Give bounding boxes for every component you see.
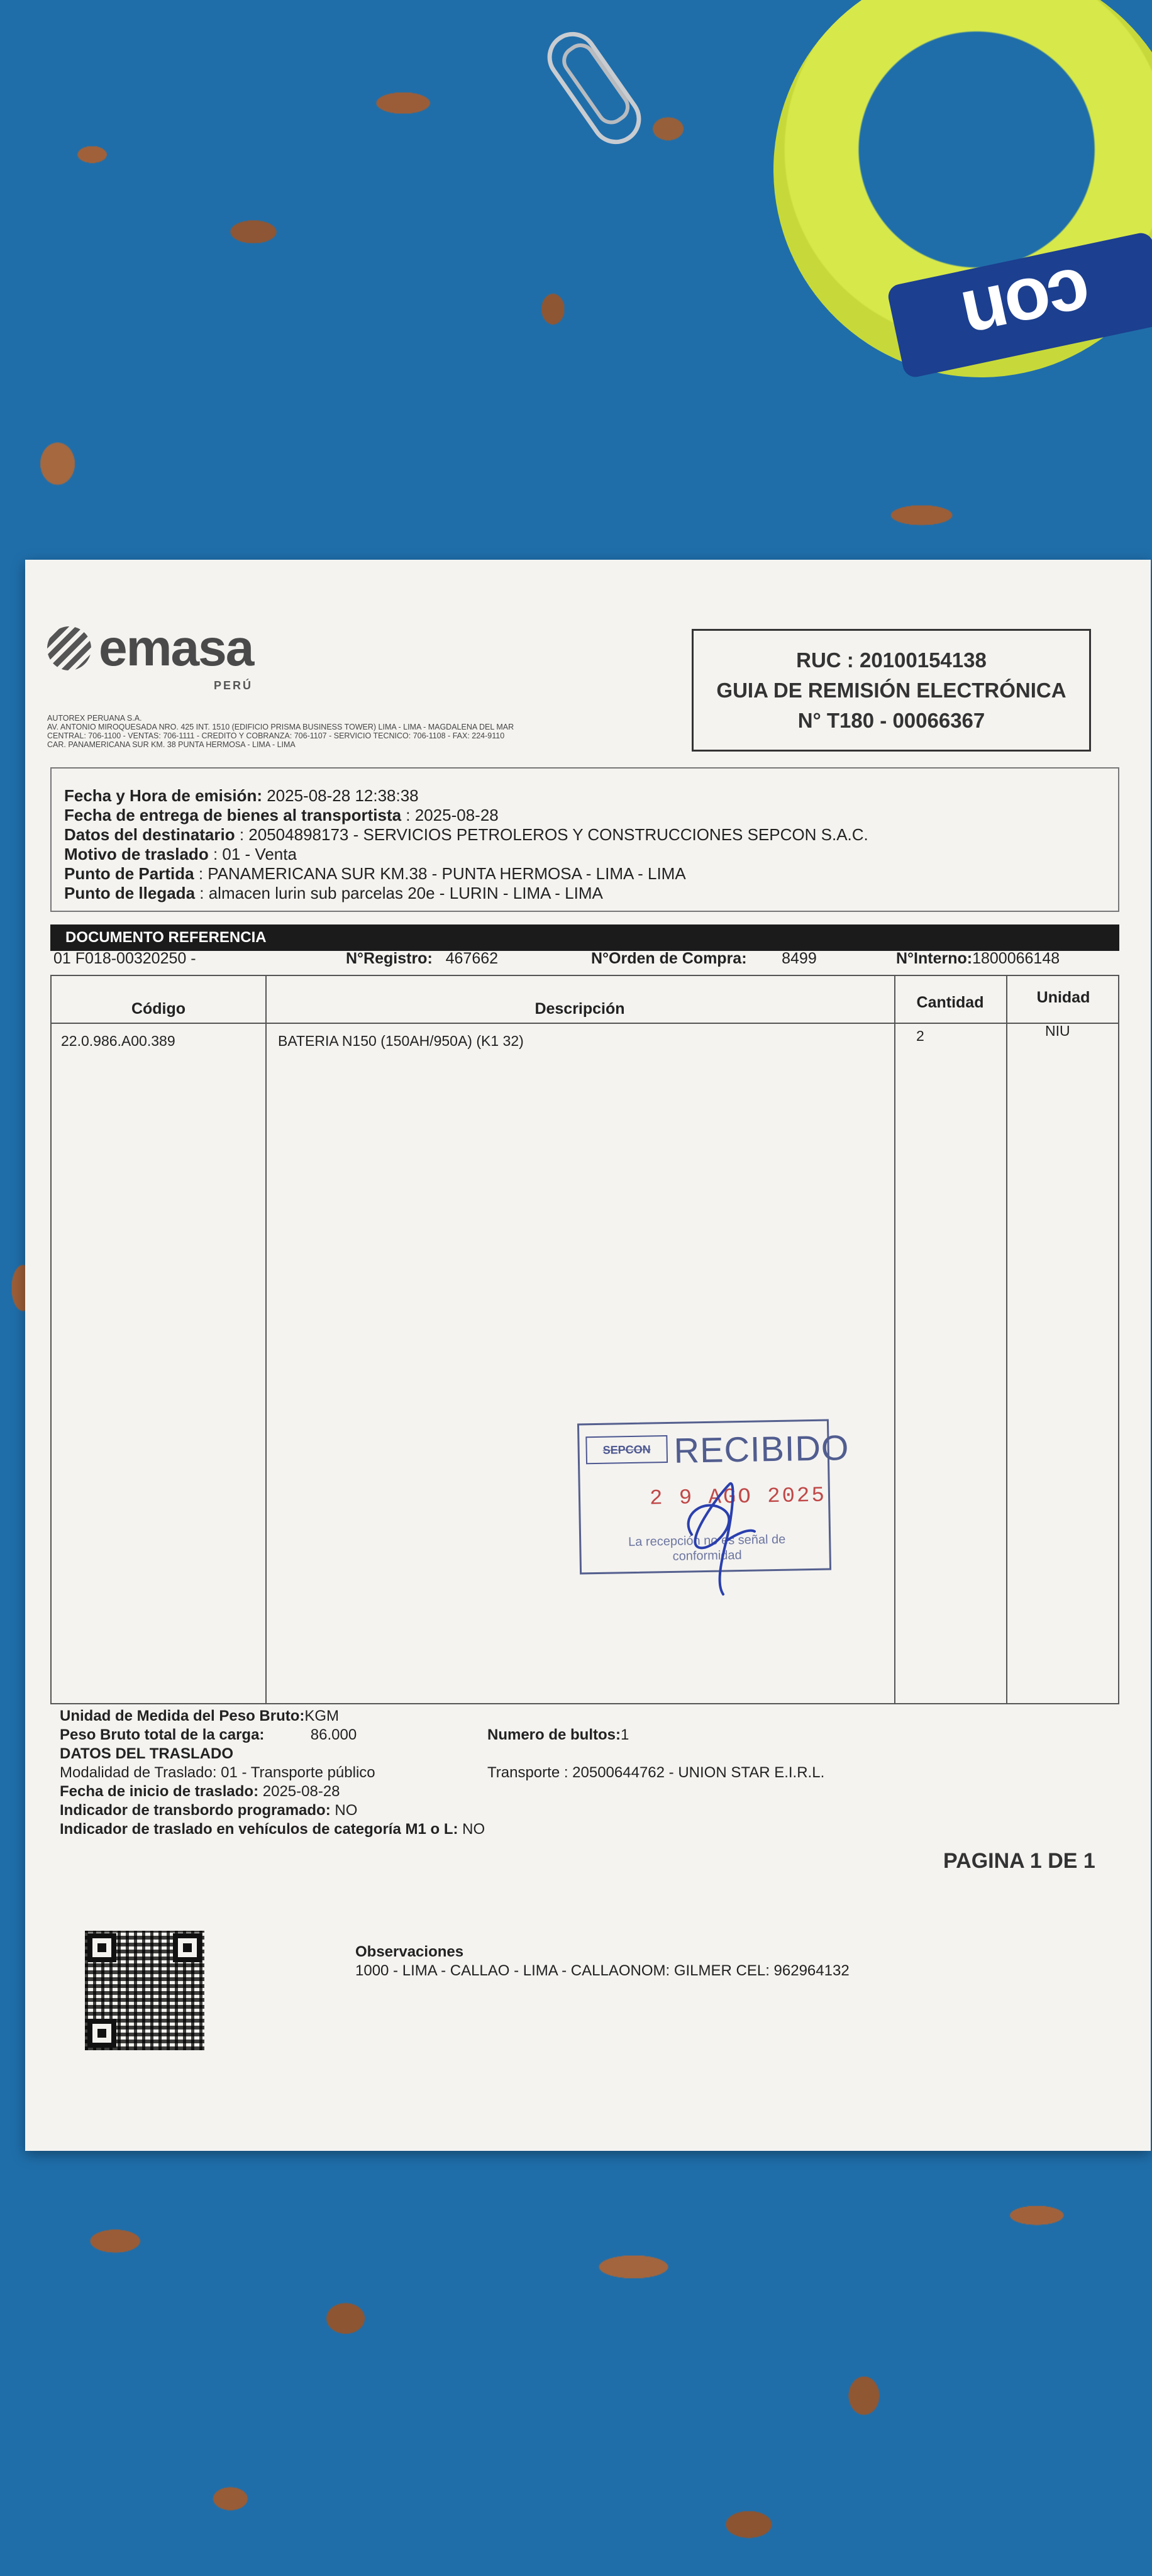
header-descripcion: Descripción — [534, 1000, 625, 1018]
emision-row — [64, 786, 1105, 806]
modalidad-traslado: Modalidad de Traslado: 01 - Transporte público — [60, 1764, 375, 1781]
ruc-number: RUC : 20100154138 — [796, 648, 987, 672]
unidad-peso-label: Unidad de Medida del Peso Bruto: — [60, 1707, 305, 1724]
interno-label: N°Interno: — [896, 950, 973, 967]
document-type: GUIA DE REMISIÓN ELECTRÓNICA — [716, 678, 1066, 702]
stamp-title: RECIBIDO — [673, 1427, 850, 1470]
document-number: N° T180 - 00066367 — [797, 708, 985, 732]
remission-guide-document — [25, 560, 1151, 2151]
company-line: CAR. PANAMERICANA SUR KM. 38 PUNTA HERMOSA - LIMA - LIMA — [47, 740, 296, 749]
peso-bruto-label: Peso Bruto total de la carga: — [60, 1726, 265, 1743]
m1-field — [60, 1821, 485, 1838]
stamp-date: 2 9 AGO 2025 — [649, 1484, 827, 1511]
company-line: AUTOREX PERUANA S.A. — [47, 714, 142, 723]
peso-bruto-value: 86.000 — [310, 1726, 357, 1743]
column-divider — [265, 976, 267, 1703]
reference-bar: DOCUMENTO REFERENCIA — [50, 924, 1119, 951]
observaciones-label: Observaciones — [355, 1943, 464, 1960]
peso-bruto-field — [60, 1726, 357, 1744]
qr-finder-pattern — [87, 1933, 116, 1962]
orden-value: 8499 — [782, 950, 817, 967]
reference-doc: 01 F018-00320250 - — [53, 950, 196, 967]
destinatario-label: Datos del destinatario — [64, 825, 235, 844]
qr-finder-pattern — [173, 1933, 202, 1962]
cell-unidad: NIU — [1045, 1023, 1070, 1039]
llegada-label: Punto de llegada — [64, 884, 196, 902]
cell-cantidad: 2 — [916, 1028, 924, 1044]
registro-field — [346, 950, 498, 968]
inicio-traslado-field — [60, 1783, 340, 1801]
transbordo-label: Indicador de transbordo programado: — [60, 1802, 331, 1819]
column-divider — [894, 976, 895, 1703]
entrega-value: : 2025-08-28 — [406, 806, 499, 824]
registro-value: 467662 — [445, 950, 499, 967]
entrega-row — [64, 806, 1105, 825]
company-line: CENTRAL: 706-1100 - VENTAS: 706-1111 - CREDITO Y COBRANZA: 706-1107 - SERVICIO TECNICO: 706-1108 - FAX: 224-9110 — [47, 731, 505, 740]
interno-value: 1800066148 — [972, 950, 1060, 967]
qr-code — [85, 1931, 204, 2050]
orden-label: N°Orden de Compra: — [591, 950, 747, 967]
logo-text: emasa — [99, 619, 253, 677]
partida-row — [64, 864, 1105, 884]
bultos-label: Numero de bultos: — [487, 1726, 621, 1743]
orden-field — [591, 950, 817, 968]
qr-finder-pattern — [87, 2019, 116, 2048]
transbordo-field — [60, 1802, 357, 1819]
cell-descripcion: BATERIA N150 (150AH/950A) (K1 32) — [278, 1033, 524, 1049]
motivo-row — [64, 845, 1105, 864]
llegada-row — [64, 884, 1105, 903]
bultos-value: 1 — [621, 1726, 629, 1743]
cell-codigo: 22.0.986.A00.389 — [61, 1033, 175, 1049]
m1-value: NO — [462, 1821, 485, 1838]
header-cantidad: Cantidad — [916, 994, 984, 1011]
entrega-label: Fecha de entrega de bienes al transportista — [64, 806, 402, 824]
inicio-traslado-value: 2025-08-28 — [262, 1783, 340, 1800]
header-divider — [52, 1023, 1118, 1024]
m1-label: Indicador de traslado en vehículos de categoría M1 o L: — [60, 1821, 458, 1838]
stamp-note: La recepción no es señal de conformidad — [628, 1532, 786, 1563]
emasa-logo — [47, 619, 253, 677]
emision-value: 2025-08-28 12:38:38 — [267, 786, 419, 805]
company-line: AV. ANTONIO MIROQUESADA NRO. 425 INT. 1510 (EDIFICIO PRISMA BUSINESS TOWER) LIMA - LIMA - MAGDALENA DEL MAR — [47, 723, 514, 731]
handwritten-signature — [654, 1459, 780, 1597]
transbordo-value: NO — [335, 1802, 358, 1819]
unidad-peso-value: KGM — [304, 1707, 340, 1724]
page-indicator: PAGINA 1 DE 1 — [943, 1849, 1095, 1873]
column-divider — [1006, 976, 1007, 1703]
stamp-logo: SEPCON — [585, 1435, 668, 1464]
bultos-field — [487, 1726, 629, 1744]
destinatario-value: : 20504898173 - SERVICIOS PETROLEROS Y CONSTRUCCIONES SEPCON S.A.C. — [239, 825, 868, 844]
logo-country: PERÚ — [214, 679, 253, 692]
datos-traslado-heading: DATOS DEL TRASLADO — [60, 1745, 234, 1762]
header-codigo: Código — [131, 1000, 186, 1018]
company-address-block — [47, 714, 651, 749]
items-table — [50, 975, 1119, 1704]
tape-roll-text: con — [957, 250, 1099, 360]
partida-label: Punto de Partida — [64, 864, 194, 883]
ruc-box — [692, 629, 1091, 752]
observaciones-value: 1000 - LIMA - CALLAO - LIMA - CALLAONOM: GILMER CEL: 962964132 — [355, 1962, 850, 1979]
emision-label: Fecha y Hora de emisión: — [64, 786, 262, 805]
transporte: Transporte : 20500644762 - UNION STAR E.I.R.L. — [487, 1764, 825, 1781]
paperclip — [538, 22, 651, 154]
llegada-value: : almacen lurin sub parcelas 20e - LURIN - LIMA - LIMA — [199, 884, 603, 902]
emasa-logo-icon — [47, 626, 91, 670]
interno-field — [896, 950, 1060, 968]
motivo-label: Motivo de traslado — [64, 845, 209, 863]
unidad-peso-field — [60, 1707, 339, 1725]
motivo-value: : 01 - Venta — [213, 845, 297, 863]
registro-label: N°Registro: — [346, 950, 433, 967]
inicio-traslado-label: Fecha de inicio de traslado: — [60, 1783, 259, 1800]
partida-value: : PANAMERICANA SUR KM.38 - PUNTA HERMOSA - LIMA - LIMA — [198, 864, 686, 883]
destinatario-row — [64, 825, 1105, 845]
shipment-info-box — [50, 767, 1119, 912]
header-unidad: Unidad — [1036, 989, 1090, 1006]
